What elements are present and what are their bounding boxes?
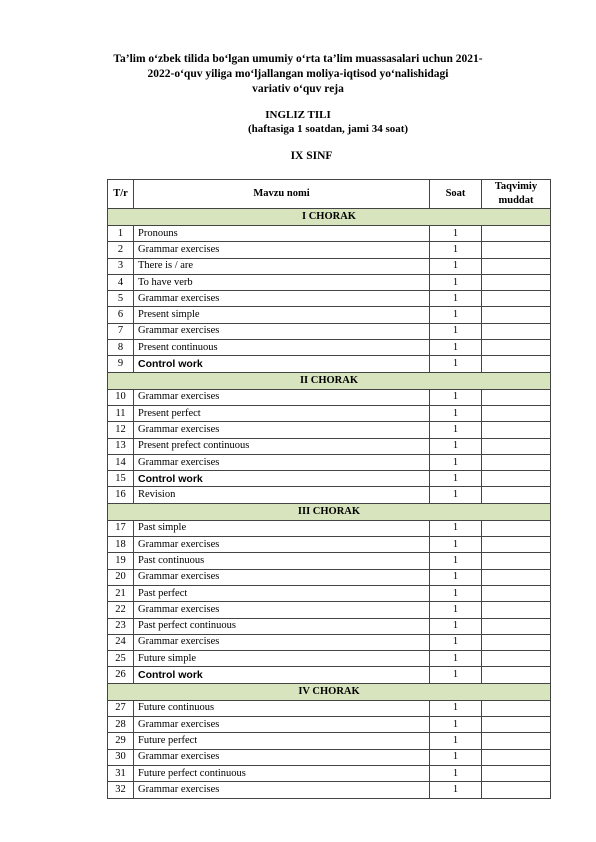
- row-number: 15: [108, 471, 134, 487]
- row-number: 18: [108, 537, 134, 553]
- row-topic: To have verb: [134, 274, 430, 290]
- row-number: 13: [108, 438, 134, 454]
- row-hours: 1: [430, 700, 482, 716]
- row-hours: 1: [430, 242, 482, 258]
- row-number: 8: [108, 340, 134, 356]
- quarter-row: [108, 372, 551, 389]
- row-hours: 1: [430, 307, 482, 323]
- table-row: [108, 618, 551, 634]
- row-number: 1: [108, 226, 134, 242]
- row-deadline: [482, 782, 551, 798]
- row-topic: Future perfect continuous: [134, 765, 430, 781]
- row-number: 2: [108, 242, 134, 258]
- table-row: [108, 634, 551, 650]
- header-topic: Mavzu nomi: [134, 180, 430, 209]
- row-topic: Grammar exercises: [134, 422, 430, 438]
- row-deadline: [482, 471, 551, 487]
- row-hours: 1: [430, 422, 482, 438]
- row-topic: Control work: [134, 356, 430, 372]
- table-row: [108, 733, 551, 749]
- row-hours: 1: [430, 226, 482, 242]
- row-hours: 1: [430, 323, 482, 339]
- table-row: [108, 405, 551, 421]
- row-deadline: [482, 323, 551, 339]
- header-num: T/r: [108, 180, 134, 209]
- document-header: [60, 52, 536, 97]
- row-number: 31: [108, 765, 134, 781]
- row-number: 3: [108, 258, 134, 274]
- row-topic: Future simple: [134, 651, 430, 667]
- row-deadline: [482, 356, 551, 372]
- row-topic: Present prefect continuous: [134, 438, 430, 454]
- table-row: [108, 422, 551, 438]
- row-deadline: [482, 537, 551, 553]
- table-row: [108, 487, 551, 503]
- row-deadline: [482, 733, 551, 749]
- table-row: [108, 340, 551, 356]
- table-body: [108, 209, 551, 799]
- row-hours: 1: [430, 765, 482, 781]
- grade-title: IX SINF: [290, 150, 333, 162]
- row-hours: 1: [430, 634, 482, 650]
- row-hours: 1: [430, 291, 482, 307]
- row-deadline: [482, 438, 551, 454]
- row-topic: Grammar exercises: [134, 749, 430, 765]
- row-deadline: [482, 340, 551, 356]
- row-number: 23: [108, 618, 134, 634]
- row-number: 12: [108, 422, 134, 438]
- row-deadline: [482, 274, 551, 290]
- row-deadline: [482, 422, 551, 438]
- row-topic: Control work: [134, 471, 430, 487]
- table-row: [108, 700, 551, 716]
- row-number: 7: [108, 323, 134, 339]
- table-row: [108, 226, 551, 242]
- row-hours: 1: [430, 356, 482, 372]
- row-hours: 1: [430, 454, 482, 470]
- row-number: 5: [108, 291, 134, 307]
- row-number: 21: [108, 585, 134, 601]
- table-header-row: [108, 180, 551, 209]
- row-deadline: [482, 487, 551, 503]
- row-number: 6: [108, 307, 134, 323]
- row-topic: Past simple: [134, 520, 430, 536]
- header-line-1: Ta’lim o‘zbek tilida bo‘lgan umumiy o‘rta ta’lim muassasalari uchun 2021-: [113, 53, 483, 65]
- row-number: 20: [108, 569, 134, 585]
- row-hours: 1: [430, 340, 482, 356]
- row-deadline: [482, 405, 551, 421]
- row-topic: Grammar exercises: [134, 602, 430, 618]
- table-row: [108, 471, 551, 487]
- quarter-label: I CHORAK: [108, 209, 551, 226]
- row-topic: Grammar exercises: [134, 323, 430, 339]
- row-hours: 1: [430, 651, 482, 667]
- table-row: [108, 454, 551, 470]
- row-topic: Revision: [134, 487, 430, 503]
- table-row: [108, 749, 551, 765]
- row-hours: 1: [430, 274, 482, 290]
- quarter-label: IV CHORAK: [108, 683, 551, 700]
- row-number: 27: [108, 700, 134, 716]
- table-row: [108, 242, 551, 258]
- table-row: [108, 782, 551, 798]
- row-hours: 1: [430, 389, 482, 405]
- table-row: [108, 585, 551, 601]
- row-deadline: [482, 242, 551, 258]
- row-hours: 1: [430, 782, 482, 798]
- table-row: [108, 520, 551, 536]
- row-hours: 1: [430, 553, 482, 569]
- table-row: [108, 274, 551, 290]
- row-number: 11: [108, 405, 134, 421]
- table-row: [108, 765, 551, 781]
- row-deadline: [482, 226, 551, 242]
- table-row: [108, 569, 551, 585]
- table-row: [108, 258, 551, 274]
- row-deadline: [482, 569, 551, 585]
- quarter-label: II CHORAK: [108, 372, 551, 389]
- row-deadline: [482, 585, 551, 601]
- row-number: 32: [108, 782, 134, 798]
- row-deadline: [482, 291, 551, 307]
- row-hours: 1: [430, 585, 482, 601]
- row-number: 30: [108, 749, 134, 765]
- row-number: 17: [108, 520, 134, 536]
- row-number: 28: [108, 717, 134, 733]
- row-deadline: [482, 749, 551, 765]
- table-row: [108, 602, 551, 618]
- row-deadline: [482, 651, 551, 667]
- quarter-row: [108, 683, 551, 700]
- row-number: 22: [108, 602, 134, 618]
- row-hours: 1: [430, 733, 482, 749]
- row-hours: 1: [430, 471, 482, 487]
- row-topic: Grammar exercises: [134, 782, 430, 798]
- row-number: 29: [108, 733, 134, 749]
- row-number: 24: [108, 634, 134, 650]
- row-hours: 1: [430, 520, 482, 536]
- row-topic: Control work: [134, 667, 430, 683]
- header-deadline: Taqvimiy muddat: [482, 180, 551, 209]
- row-hours: 1: [430, 405, 482, 421]
- row-topic: Grammar exercises: [134, 389, 430, 405]
- header-hours: Soat: [430, 180, 482, 209]
- table-row: [108, 307, 551, 323]
- row-hours: 1: [430, 487, 482, 503]
- row-number: 26: [108, 667, 134, 683]
- quarter-row: [108, 209, 551, 226]
- header-line-3: variativ o‘quv reja: [252, 83, 344, 95]
- row-topic: Grammar exercises: [134, 454, 430, 470]
- row-topic: Grammar exercises: [134, 291, 430, 307]
- lesson-plan-table: [107, 179, 551, 799]
- row-number: 4: [108, 274, 134, 290]
- row-hours: 1: [430, 602, 482, 618]
- row-hours: 1: [430, 717, 482, 733]
- table-row: [108, 553, 551, 569]
- row-hours: 1: [430, 749, 482, 765]
- row-number: 19: [108, 553, 134, 569]
- row-deadline: [482, 667, 551, 683]
- row-deadline: [482, 700, 551, 716]
- row-topic: Past perfect continuous: [134, 618, 430, 634]
- row-deadline: [482, 307, 551, 323]
- table-row: [108, 323, 551, 339]
- row-topic: There is / are: [134, 258, 430, 274]
- table-row: [108, 389, 551, 405]
- table-row: [108, 717, 551, 733]
- table-row: [108, 667, 551, 683]
- row-topic: Present continuous: [134, 340, 430, 356]
- row-deadline: [482, 389, 551, 405]
- row-deadline: [482, 602, 551, 618]
- row-hours: 1: [430, 569, 482, 585]
- row-deadline: [482, 618, 551, 634]
- row-deadline: [482, 553, 551, 569]
- row-topic: Grammar exercises: [134, 634, 430, 650]
- subject-block: [0, 108, 596, 136]
- table-row: [108, 356, 551, 372]
- row-topic: Grammar exercises: [134, 569, 430, 585]
- row-deadline: [482, 717, 551, 733]
- table-row: [108, 291, 551, 307]
- row-topic: Present simple: [134, 307, 430, 323]
- quarter-label: III CHORAK: [108, 503, 551, 520]
- header-line-2: 2022-o‘quv yiliga mo‘ljallangan moliya-iqtisod yo‘nalishidagi: [147, 68, 449, 80]
- row-topic: Grammar exercises: [134, 717, 430, 733]
- row-hours: 1: [430, 667, 482, 683]
- row-hours: 1: [430, 537, 482, 553]
- subject-note: (haftasiga 1 soatdan, jami 34 soat): [247, 123, 409, 135]
- row-deadline: [482, 520, 551, 536]
- table-row: [108, 651, 551, 667]
- row-deadline: [482, 454, 551, 470]
- row-topic: Past continuous: [134, 553, 430, 569]
- row-hours: 1: [430, 438, 482, 454]
- row-number: 10: [108, 389, 134, 405]
- row-hours: 1: [430, 258, 482, 274]
- quarter-row: [108, 503, 551, 520]
- row-topic: Grammar exercises: [134, 537, 430, 553]
- table-row: [108, 438, 551, 454]
- row-number: 16: [108, 487, 134, 503]
- row-number: 14: [108, 454, 134, 470]
- row-topic: Past perfect: [134, 585, 430, 601]
- row-number: 25: [108, 651, 134, 667]
- subject-title: INGLIZ TILI: [265, 109, 331, 121]
- row-hours: 1: [430, 618, 482, 634]
- row-topic: Future perfect: [134, 733, 430, 749]
- row-deadline: [482, 765, 551, 781]
- row-deadline: [482, 258, 551, 274]
- row-topic: Pronouns: [134, 226, 430, 242]
- table-row: [108, 537, 551, 553]
- row-topic: Present perfect: [134, 405, 430, 421]
- row-number: 9: [108, 356, 134, 372]
- row-topic: Grammar exercises: [134, 242, 430, 258]
- row-deadline: [482, 634, 551, 650]
- row-topic: Future continuous: [134, 700, 430, 716]
